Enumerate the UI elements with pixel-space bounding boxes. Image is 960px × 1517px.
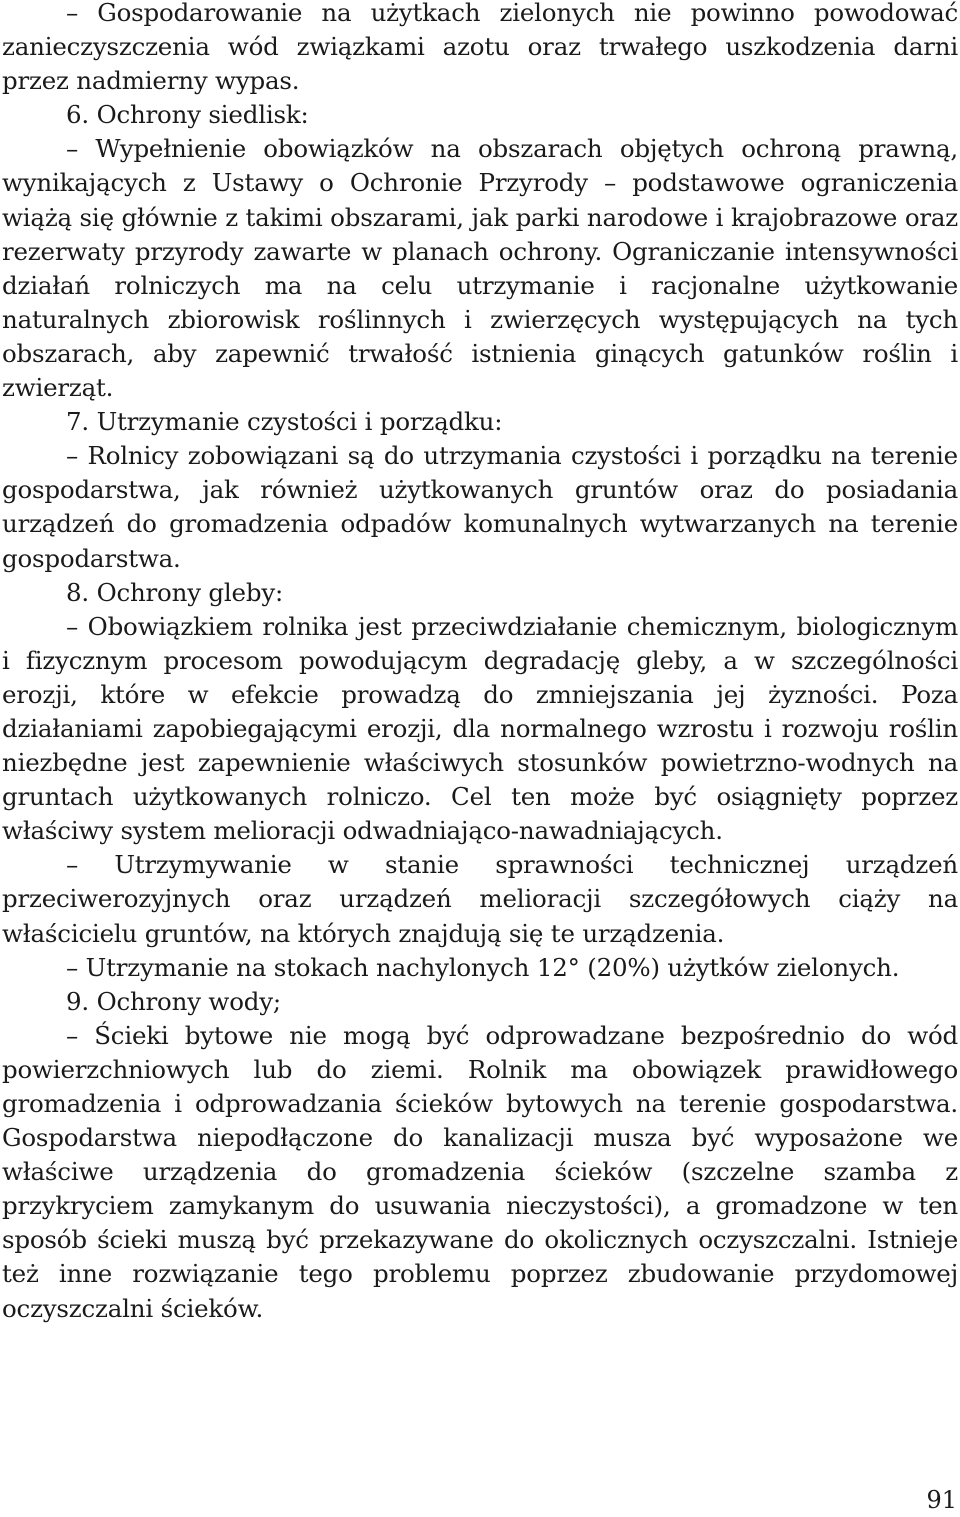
- section-heading-soil-protection: 8. Ochrony gleby:: [66, 577, 284, 607]
- page-number: 91: [926, 1486, 957, 1514]
- paragraph-soil-degradation: – Obowiązkiem rolnika jest przeciwdziałanie chemicznym, biologicznym i fizycznym procesom powodującym degradację gleby, a w szczególności erozji, które w efekcie prowadzą do zmniejszania jej żyzności. Poza działaniami zapobiegającymi erozji, dla normalnego wzrostu i rozwoju roślin niezbędne jest zapewnienie właściwych stosunków powietrzno-wodnych na gruntach użytkowanych rolniczo. Cel ten może być osiągnięty poprzez właściwy system melioracji odwadniająco-nawadniających.: [2, 611, 958, 846]
- paragraph-domestic-sewage: – Ścieki bytowe nie mogą być odprowadzane bezpośrednio do wód powierzchniowych lub do ziemi. Rolnik ma obowiązek prawidłowego gromadzenia i odprowadzania ścieków bytowych na terenie gospodarstwa. Gospodarstwa niepodłączone do kanalizacji musza być wyposażone we właściwe urządzenia do gromadzenia ścieków (szczelne szamba z przykryciem zamykanym do usuwania nieczystości), a gromadzone w ten sposób ścieki muszą być przekazywane do okolicznych oczyszczalni. Istnieje też inne rozwiązanie tego problemu poprzez zbudowanie przydomowej oczyszczalni ścieków.: [2, 1020, 958, 1323]
- paragraph-grassland-management: – Gospodarowanie na użytkach zielonych nie powinno powodować zanieczyszczenia wód związkami azotu oraz trwałego uszkodzenia darni przez nadmierny wypas.: [2, 0, 958, 96]
- section-heading-habitat-protection: 6. Ochrony siedlisk:: [66, 100, 309, 130]
- paragraph-protected-areas: – Wypełnienie obowiązków na obszarach objętych ochroną prawną, wynikających z Ustawy o Ochronie Przyrody – podstawowe ograniczenia wiążą się głównie z takimi obszarami, jak parki narodowe i krajobrazowe oraz rezerwaty przyrody zawarte w planach ochrony. Ograniczanie intensywności działań rolniczych ma na celu utrzymanie i racjonalne użytkowanie naturalnych zbiorowisk roślinnych i zwierzęcych występujących na tych obszarach, aby zapewnić trwałość istnienia ginących gatunków roślin i zwierząt.: [2, 134, 958, 403]
- section-heading-cleanliness: 7. Utrzymanie czystości i porządku:: [66, 407, 503, 437]
- page-body-text: [2, 0, 958, 1326]
- paragraph-anti-erosion-devices: – Utrzymywanie w stanie sprawności technicznej urządzeń przeciwerozyjnych oraz urządzeń melioracji szczegółowych ciąży na właścicielu gruntów, na których znajdują się te urządzenia.: [2, 850, 958, 948]
- paragraph-slope-grassland: – Utrzymanie na stokach nachylonych 12° (20%) użytków zielonych.: [66, 952, 900, 982]
- section-heading-water-protection: 9. Ochrony wody;: [66, 986, 281, 1016]
- paragraph-farm-cleanliness: – Rolnicy zobowiązani są do utrzymania czystości i porządku na terenie gospodarstwa, jak również użytkowanych gruntów oraz do posiadania urządzeń do gromadzenia odpadów komunalnych wytwarzanych na terenie gospodarstwa.: [2, 441, 958, 573]
